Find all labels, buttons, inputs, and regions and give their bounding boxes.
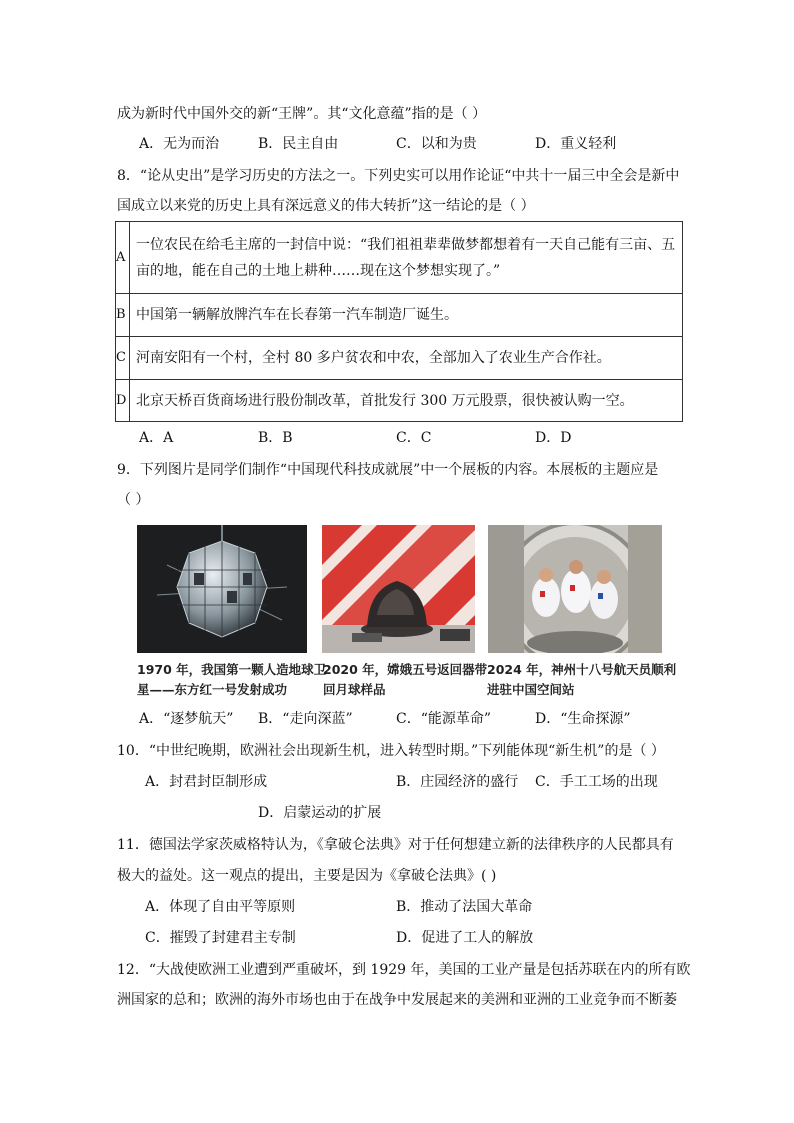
q11-option-d: D．促进了工人的解放 — [396, 930, 534, 946]
row-a-text-line1: 一位农民在给毛主席的一封信中说：“我们祖祖辈辈做梦都想着有一天自己能有三亩、五 — [136, 236, 676, 253]
q7-option-b: B．民主自由 — [258, 136, 339, 152]
row-c-text: 河南安阳有一个村，全村 80 多户贫农和中农，全部加入了农业生产合作社。 — [130, 337, 683, 380]
q11-stem-line2: 极大的益处。这一观点的提出，主要是因为《拿破仑法典》( ) — [117, 868, 497, 884]
table-row — [116, 294, 683, 337]
row-label-c: C — [116, 337, 130, 380]
q10-option-b: B．庄园经济的盛行 — [396, 774, 519, 790]
change5-return-capsule-image — [322, 525, 475, 653]
caption-astronauts — [487, 660, 676, 700]
row-d-text: 北京天桥百货商场进行股份制改革，首批发行 300 万元股票，很快被认购一空。 — [130, 380, 683, 422]
q8-option-c: C．C — [396, 430, 432, 446]
q11-option-c: C．摧毁了封建君主专制 — [145, 930, 296, 946]
q10-option-a: A．封君封臣制形成 — [145, 774, 268, 790]
q9-option-b: B．“走向深蓝” — [258, 711, 353, 727]
row-b-text: 中国第一辆解放牌汽车在长春第一汽车制造厂诞生。 — [130, 294, 683, 337]
table-row — [116, 380, 683, 422]
q7-option-c: C．以和为贵 — [396, 136, 477, 152]
caption-astronauts-line2: 进驻中国空间站 — [487, 682, 575, 697]
q9-option-c: C．“能源革命” — [396, 711, 492, 727]
q9-option-a: A．“逐梦航天” — [139, 711, 234, 727]
q9-option-d: D．“生命探源” — [535, 711, 631, 727]
caption-capsule-line1: 2020 年，嫦娥五号返回器带 — [323, 662, 488, 677]
q12-stem-line1: 12．“大战使欧洲工业遭到严重破坏，到 1929 年，美国的工业产量是包括苏联在内的所有欧 — [117, 962, 691, 978]
caption-satellite-line2: 星——东方红一号发射成功 — [137, 682, 288, 697]
q8-option-a: A．A — [139, 430, 174, 446]
q9-stem-line2: （ ） — [117, 492, 150, 508]
capsule-photo — [322, 525, 475, 653]
table-row — [116, 222, 683, 294]
shenzhou18-astronauts-image — [488, 525, 662, 653]
q12-stem-line2: 洲国家的总和；欧洲的海外市场也由于在战争中发展起来的美洲和亚洲的工业竞争而不断萎 — [117, 992, 677, 1008]
satellite-photo — [137, 525, 307, 653]
q8-option-d: D．D — [535, 430, 572, 446]
q7-stem-tail: 成为新时代中国外交的新“王牌”。其“文化意蕴”指的是（ ） — [117, 106, 487, 122]
q7-option-a: A．无为而治 — [139, 136, 220, 152]
q10-option-d: D．启蒙运动的扩展 — [258, 805, 382, 821]
q10-stem: 10．“中世纪晚期，欧洲社会出现新生机，进入转型时期。”下列能体现“新生机”的是（ ） — [117, 743, 665, 759]
row-label-a: A — [116, 222, 130, 294]
q11-option-a: A．体现了自由平等原则 — [145, 899, 296, 915]
row-label-b: B — [116, 294, 130, 337]
q10-option-c: C．手工工场的出现 — [535, 774, 658, 790]
row-label-d: D — [116, 380, 130, 422]
q8-choice-table — [115, 221, 683, 422]
row-a-text-line2: 亩的地，能在自己的土地上耕种……现在这个梦想实现了。” — [136, 262, 501, 279]
caption-capsule-line2: 回月球样品 — [323, 682, 386, 697]
q8-option-b: B．B — [258, 430, 293, 446]
caption-satellite-line1: 1970 年，我国第一颗人造地球卫 — [137, 662, 327, 677]
caption-satellite — [137, 660, 326, 700]
q8-stem-line1: 8．“论从史出”是学习历史的方法之一。下列史实可以用作论证“中共十一届三中全会是新中 — [117, 168, 680, 184]
astronauts-photo — [488, 525, 662, 653]
q11-option-b: B．推动了法国大革命 — [396, 899, 533, 915]
q8-stem-line2: 国成立以来党的历史上具有深远意义的伟大转折”这一结论的是（ ） — [117, 198, 535, 214]
q7-option-d: D．重义轻利 — [535, 136, 617, 152]
caption-astronauts-line1: 2024 年，神州十八号航天员顺利 — [487, 662, 677, 677]
dongfanghong-satellite-image — [137, 525, 307, 653]
table-row — [116, 337, 683, 380]
caption-capsule — [323, 660, 487, 700]
q11-stem-line1: 11．德国法学家茨威格特认为，《拿破仑法典》对于任何想建立新的法律秩序的人民都具有 — [117, 837, 674, 853]
q9-stem-line1: 9．下列图片是同学们制作“中国现代科技成就展”中一个展板的内容。本展板的主题应是 — [117, 462, 659, 478]
